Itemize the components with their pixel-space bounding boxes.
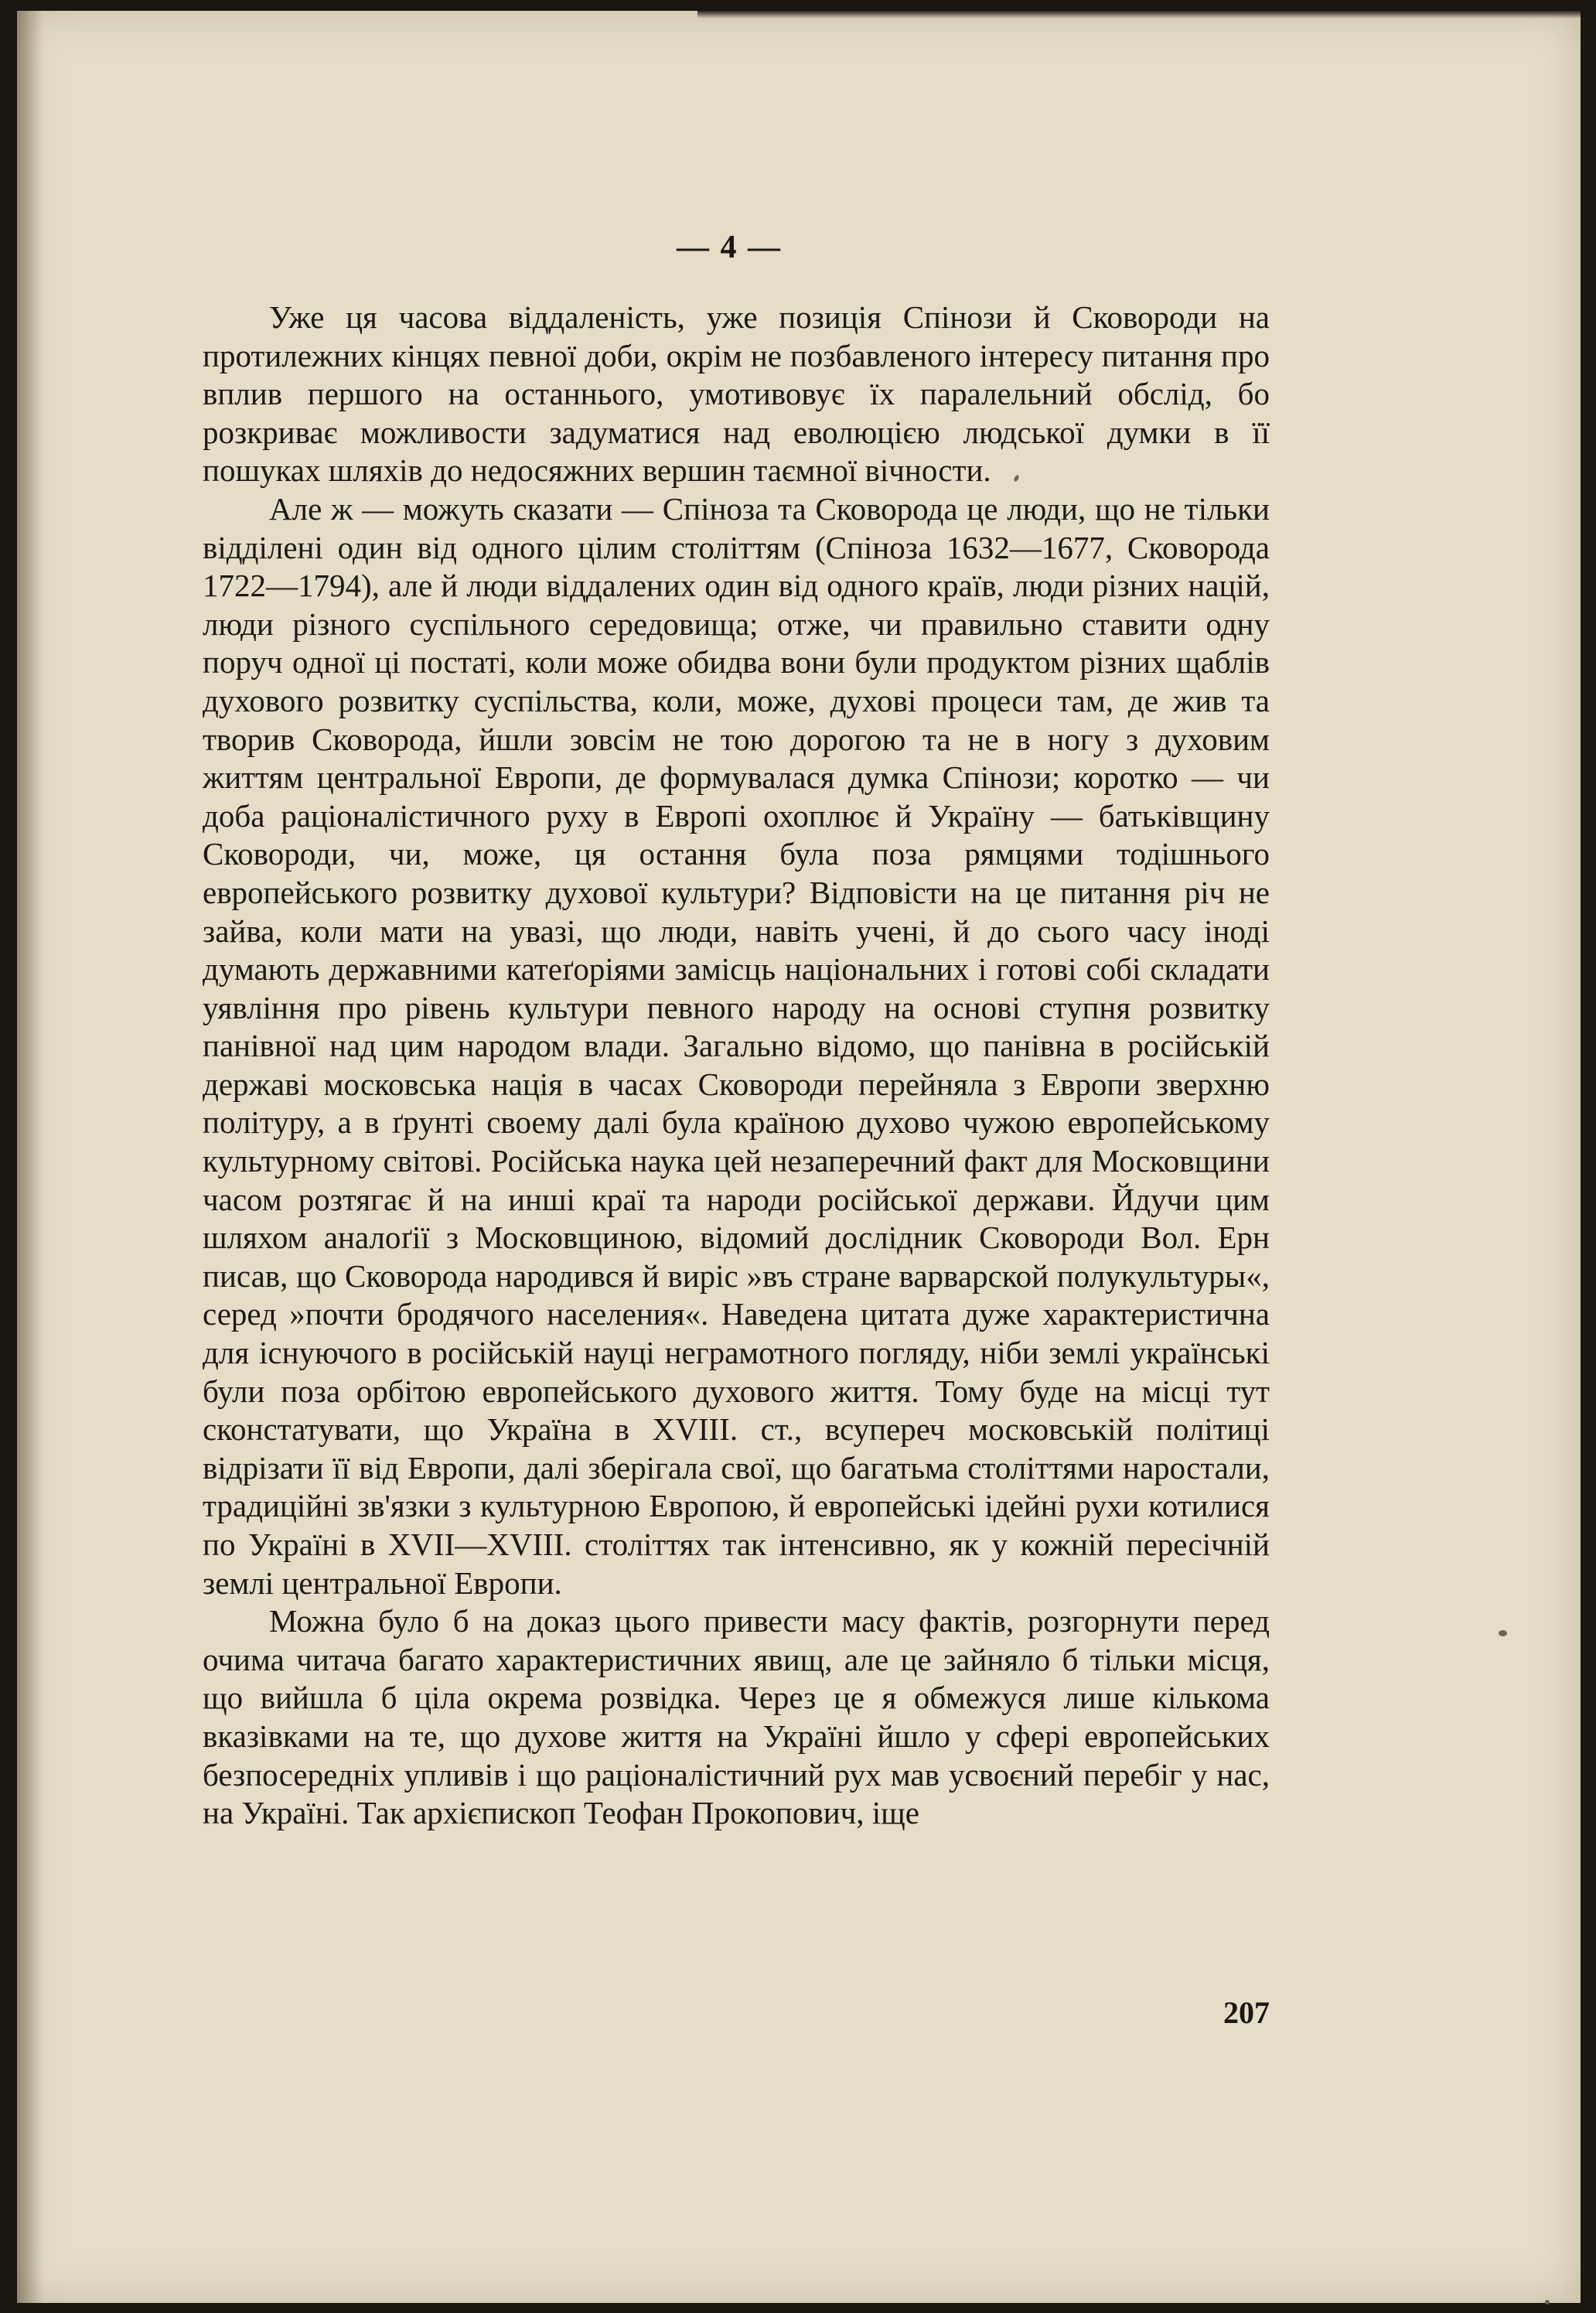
paragraph-1: Уже ця часова віддаленість, уже позиція Спінози й Сковороди на протилежних кінцях певної доби, окрім не позбавленого інтересу питання про вплив першого на останнього, умотивовує їх паралельний обслід, бо розкриває можливости задуматися над еволюцією людської думки в її пошуках шляхів до недосяжних вершин таємної вічности. [203,299,1270,489]
page-footer-number: 207 [1223,1995,1270,2030]
page-top-edge [697,11,1581,19]
paper-speck [1545,2300,1550,2304]
paper-speck [1499,1630,1507,1636]
book-page [17,11,1581,2303]
page-header-number: — 4 — [677,230,782,265]
body-text [203,299,1270,1833]
paragraph-3: Можна було б на доказ цього привести масу фактів, розгорнути перед очима читача багато характеристичних явищ, але це зайняло б тільки місця, що вийшла б ціла окрема розвідка. Через це я обмежуся лише кількома вказівками на те, що духове життя на Україні йшло у сфері европейських безпосередніх упливів і що раціоналістичний рух мав усвоєний перебіг у нас, на Україні. Так архієпископ Теофан Прокопович, іще [203,1603,1270,1831]
spine-shadow [17,11,43,2303]
paragraph-2: Але ж — можуть сказати — Спіноза та Сковорода це люди, що не тільки відділені один від одного цілим століттям (Спіноза 1632—1677, Сковорода 1722—1794), але й люди віддалених один від одного країв, люди різних націй, люди різного суспільного середовища; отже, чи правильно ставити одну поруч одної ці постаті, коли може обидва вони були продуктом різних щаблів духового розвитку суспільства, коли, може, духові процеси там, де жив та творив Сковорода, йшли зовсім не тою дорогою та не в ногу з духовим життям центральної Европи, де формувалася думка Спінози; коротко — чи доба раціоналістичного руху в Европі охоплює й Україну — батьківщину Сковороди, чи, може, ця остання була поза рямцями тодішнього европейського розвитку духової культури? Відповісти на це питання річ не зайва, коли мати на увазі, що люди, навіть учені, й до сього часу іноді думають державними катеґоріями замісць національних і готові собі складати уявління про рівень культури певного народу на основі ступня розвитку панівної над цим народом влади. Загально відомо, що панівна в російській державі московська нація в часах Сковороди перейняла з Европи зверхню політуру, а в ґрунті своему далі була країною духово чужою европейському культурному світові. Російська наука цей незаперечний факт для Московщини часом розтягає й на инші краї та народи російської держави. Йдучи цим шляхом аналоґії з Московщиною, відомий дослідник Сковороди Вол. Ерн писав, що Сковорода народився й виріс »въ стране варварской полукультуры«, серед »почти бродячого населения«. Наведена цитата дуже характеристична для існуючого в російській науці неграмотного погляду, ніби землі українські були поза орбітою европейського духового життя. Тому буде на місці тут сконстатувати, що Україна в XVIII. ст., всупереч московській політиці відрізати її від Европи, далі зберігала свої, що багатьма століттями наростали, традиційні зв'язки з культурною Европою, й европейські ідейні рухи котилися по Україні в XVII—XVIII. століттях так інтенсивно, як у кожній пересічній землі центральної Европи. [203,490,1270,1601]
